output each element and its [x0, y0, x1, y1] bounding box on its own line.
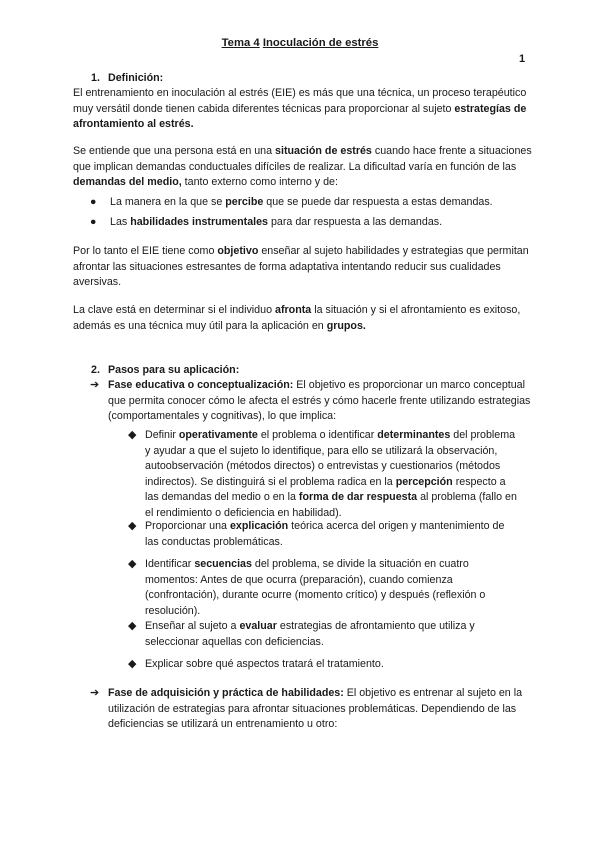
paragraph-objective: Por lo tanto el EIE tiene como objetivo enseñar al sujeto habilidades y estrategias que permitan afrontar las situaciones estresantes de forma adaptativa intentando reducir sus cualidades aversivas.	[73, 245, 529, 289]
page-number: 1	[519, 53, 526, 65]
bullet-icon: ●	[90, 196, 97, 208]
diamond-icon: ◆	[128, 520, 137, 532]
diamond-icon: ◆	[128, 429, 137, 441]
paragraph-key: La clave está en determinar si el individuo afronta la situación y si el afrontamiento es exitoso, además es una técnica muy útil para la aplicación en grupos.	[73, 304, 521, 332]
arrow-right-icon: ➔	[90, 379, 100, 391]
diamond-icon: ◆	[128, 658, 137, 670]
arrow-right-icon: ➔	[90, 687, 100, 699]
topic-label: Tema 4	[221, 37, 260, 49]
paragraph-definition: El entrenamiento en inoculación al estrés (EIE) es más que una técnica, un proceso terapéutico muy versátil donde tienen cabida diferentes técnicas para proporcionar al sujeto estrategías de afrontamiento al estrés.	[73, 87, 527, 131]
paragraph-stress-situation: Se entiende que una persona está en una situación de estrés cuando hace frente a situaciones que implican demandas conductuales difíciles de realizar. La dificultad varía en función de las demandas del medio, tanto externo como interno y de:	[73, 145, 532, 189]
bullet-icon: ●	[90, 216, 97, 228]
section-heading-definicion: 1. Definición:	[91, 72, 164, 84]
diamond-icon: ◆	[128, 620, 137, 632]
section-heading-pasos: 2. Pasos para su aplicación:	[91, 364, 240, 376]
diamond-icon: ◆	[128, 558, 137, 570]
title-text: Inoculación de estrés	[262, 37, 379, 49]
document-title	[0, 36, 600, 52]
document-page: Tema 4 Inoculación de estrés 1 1. Definición: El entrenamiento en inoculación al estrés (EIE) es más que una técnica, un proceso terapéutico muy versátil donde tienen cabida diferentes técnicas para proporcionar al sujeto estrategías de afrontamiento al estrés. Se entiende que una persona está en una situación de estrés cuando hace frente a situaciones que implican demandas conductuales difíciles de realizar. La dificultad varía en función de las demandas del medio, tanto externo como interno y de: ● La manera en la que se percibe que se puede dar respuesta a estas demandas. ● Las habilidades instrumentales para dar respuesta a las demandas. Por lo tanto el EIE tiene como objetivo enseñar al sujeto habilidades y estrategias que permitan afrontar las situaciones estresantes de forma adaptativa intentando reducir sus cualidades aversivas. La clave está en determinar si el individuo afronta la situación y si el afrontamiento es exitoso, además es una técnica muy útil para la aplicación en grupos. 2. Pasos para su aplicación: ➔ Fase educativa o conceptualización: El objetivo es proporcionar un marco conceptual que permita conocer cómo le afecta el estrés y cómo hacerle frente utilizando estrategias (comportamentales y cognitivas), lo que implica: ◆ Definir operativamente el problema o identificar determinantes del problema y ayudar a que el sujeto lo identifique, para ello se utilizará la observación, autoobservación (métodos directos) o entrevistas y cuestionarios (métodos indirectos). Se distinguirá si el problema radica en la percepción respecto a las demandas del medio o en la forma de dar respuesta al problema (fallo en el rendimiento o deficiencia en habilidad). ◆ Proporcionar una explicación teórica acerca del origen y mantenimiento de las conductas problemáticas. ◆ Identificar secuencias del problema, se divide la situación en cuatro momentos: Antes de que ocurra (preparación), cuando comienza (confrontación), durante ocurre (momento crítico) y después (reflexión o resolución). ◆ Enseñar al sujeto a evaluar estrategias de afrontamiento que utiliza y seleccionar aquellas con deficiencias. ◆ Explicar sobre qué aspectos tratará el tratamiento. ➔ Fase de adquisición y práctica de habilidades: El objetivo es entrenar al sujeto en la utilización de estrategias para afrontar situaciones problemáticas. Dependiendo de las deficiencias se utilizará un entrenamiento u otro:	[0, 0, 600, 848]
